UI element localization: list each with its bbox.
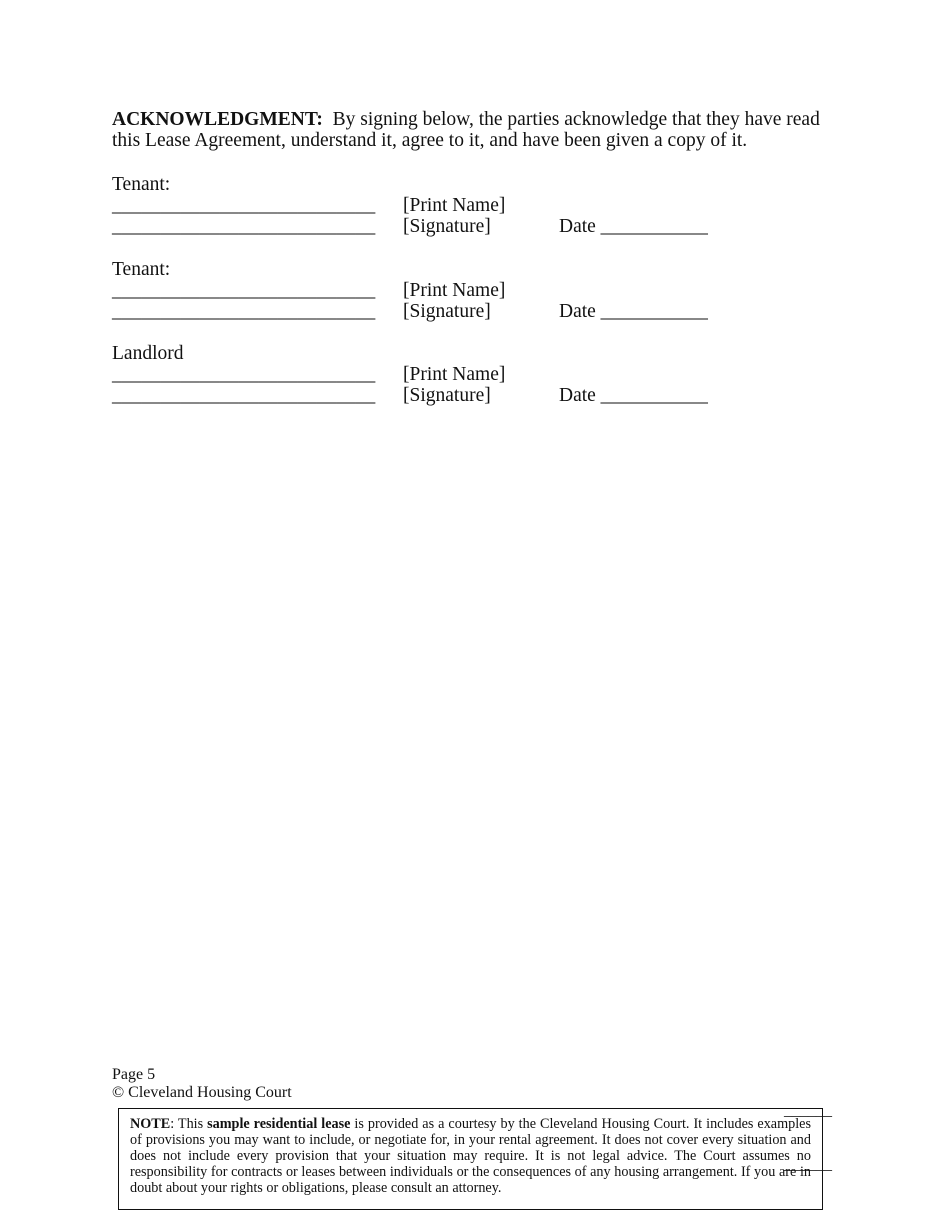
print-name-row bbox=[112, 280, 506, 301]
note-emphasis: sample residential lease bbox=[207, 1116, 351, 1132]
signature-row bbox=[112, 216, 708, 237]
signature-label: [Signature] bbox=[403, 301, 491, 322]
signature-row bbox=[112, 385, 708, 406]
date-field[interactable]: Date ___________ bbox=[559, 385, 708, 406]
note-label: NOTE bbox=[130, 1116, 171, 1132]
print-name-line[interactable]: ___________________________ bbox=[112, 280, 376, 301]
signature-label: [Signature] bbox=[403, 216, 491, 237]
print-name-label: [Print Name] bbox=[403, 195, 506, 216]
print-name-label: [Print Name] bbox=[403, 280, 506, 301]
note-intro: : This bbox=[170, 1116, 208, 1132]
page-number: Page 5 bbox=[112, 1066, 156, 1083]
signature-role: Tenant: bbox=[112, 174, 171, 195]
signature-line[interactable]: ___________________________ bbox=[112, 216, 376, 237]
print-name-row bbox=[112, 195, 506, 216]
print-name-line[interactable]: ___________________________ bbox=[112, 195, 376, 216]
disclaimer-note bbox=[118, 1108, 823, 1210]
date-field[interactable]: Date ___________ bbox=[559, 301, 708, 322]
date-field[interactable]: Date ___________ bbox=[559, 216, 708, 237]
acknowledgment-heading: ACKNOWLEDGMENT: bbox=[112, 109, 323, 130]
signature-block-landlord bbox=[112, 343, 708, 406]
signature-block-tenant-1 bbox=[112, 174, 708, 237]
signature-role: Landlord bbox=[112, 343, 184, 364]
signature-line[interactable]: ___________________________ bbox=[112, 385, 376, 406]
signature-label: [Signature] bbox=[403, 385, 491, 406]
signature-line[interactable]: ___________________________ bbox=[112, 301, 376, 322]
copyright-notice: © Cleveland Housing Court bbox=[112, 1084, 292, 1101]
signature-role: Tenant: bbox=[112, 259, 171, 280]
note-body: is provided as a courtesy by the Cleveland Housing Court. It includes examples of provisions you may want to include, or negotiate for, in your rental agreement. It does not cover every situation and does not include every provision that your situation may require. It is not legal advice. The Court assumes no responsibility for contracts or leases between individuals or the consequences of any housing arrangement. If you are in doubt about your rights or obligations, please consult an attorney. bbox=[130, 1116, 811, 1196]
print-name-line[interactable]: ___________________________ bbox=[112, 364, 376, 385]
print-name-row bbox=[112, 364, 506, 385]
acknowledgment-paragraph bbox=[112, 109, 832, 151]
print-name-label: [Print Name] bbox=[403, 364, 506, 385]
initials-line-2[interactable]: ______ bbox=[784, 1156, 832, 1173]
acknowledgment-text: By signing below, the parties acknowledge that they have read this Lease Agreement, understand it, agree to it, and have been given a copy of it. bbox=[112, 109, 820, 151]
signature-row bbox=[112, 301, 708, 322]
signature-block-tenant-2 bbox=[112, 259, 708, 322]
initials-line-1[interactable]: ______ bbox=[784, 1102, 832, 1119]
page-footer bbox=[112, 1066, 292, 1102]
